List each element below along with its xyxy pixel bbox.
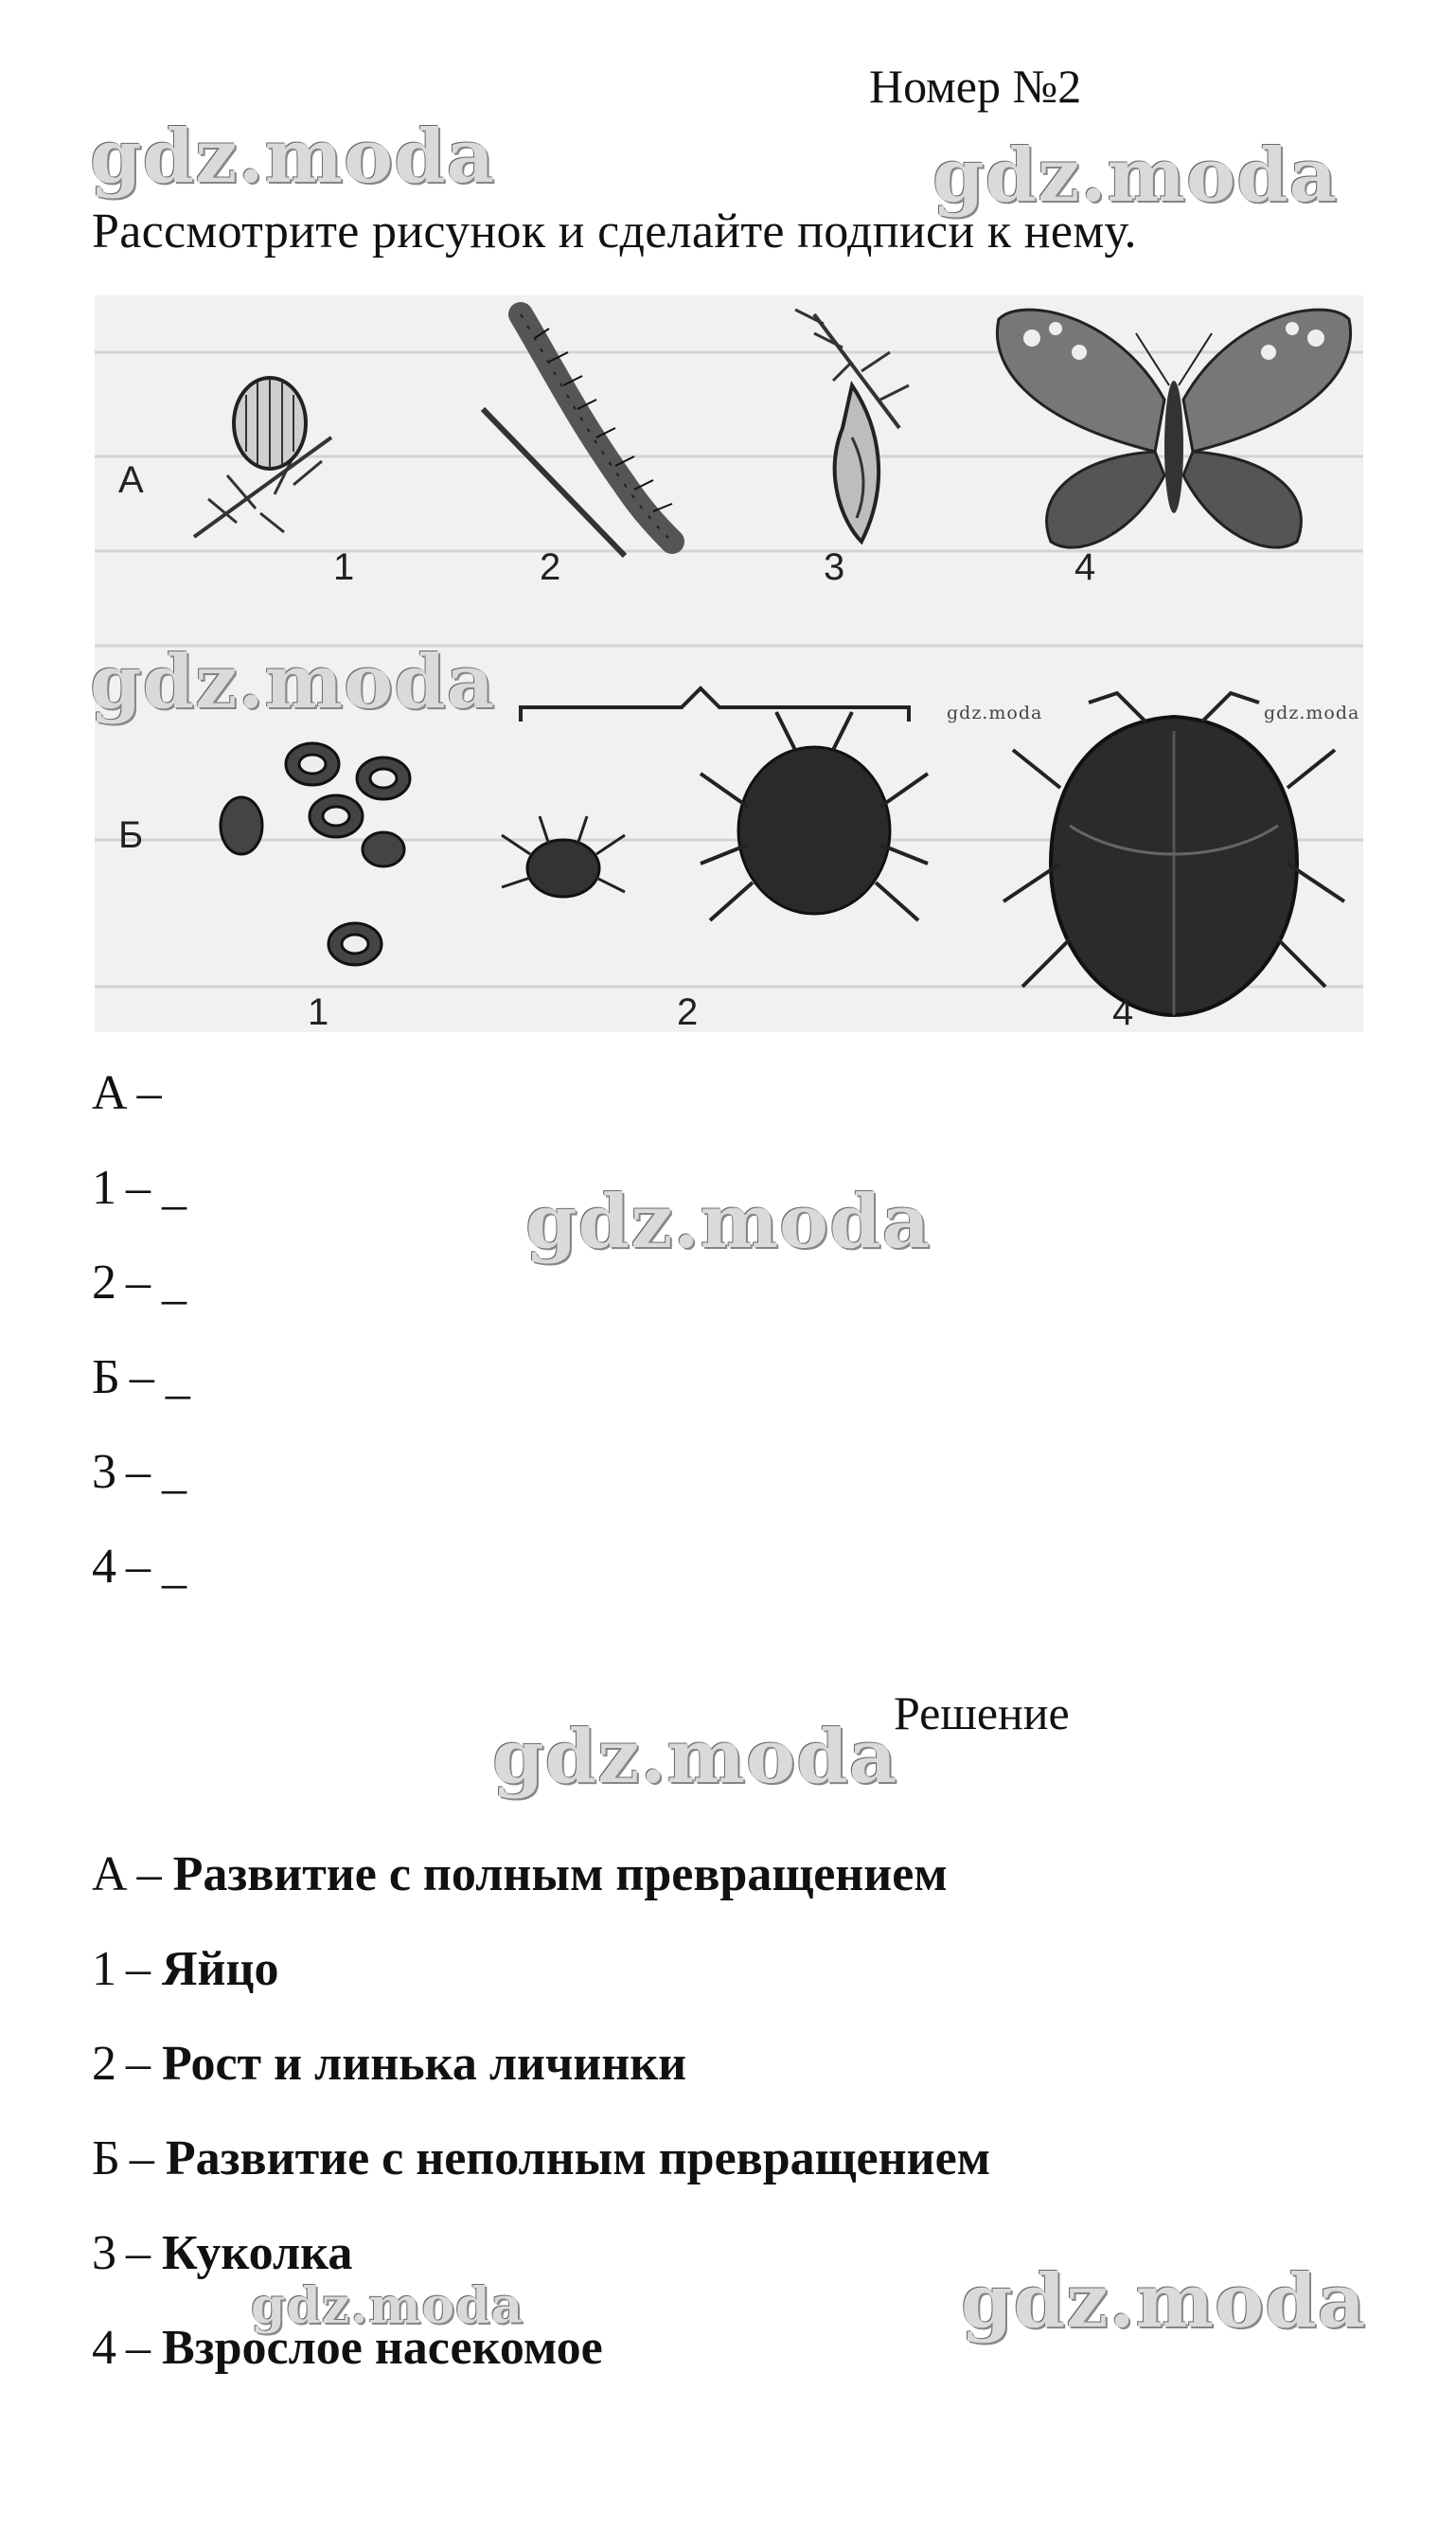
dash: – xyxy=(126,1445,151,1499)
answer-line xyxy=(92,2036,686,2092)
blank-value: _ xyxy=(162,1445,186,1499)
exercise-number: Номер №2 xyxy=(869,60,1082,113)
watermark: gdz.moda xyxy=(932,133,1339,219)
row-a-number: 1 xyxy=(333,546,355,588)
dash: – xyxy=(126,2037,151,2091)
answer-key: 3 xyxy=(92,2226,116,2280)
nymph-illustration xyxy=(502,712,928,920)
row-b-number: 4 xyxy=(1112,991,1134,1032)
answer-value: Куколка xyxy=(162,2226,353,2280)
watermark: gdz.moda xyxy=(525,1179,932,1265)
watermark: gdz.moda xyxy=(90,639,496,725)
watermark: gdz.moda xyxy=(1264,703,1360,723)
answer-key: А xyxy=(92,1847,128,1901)
dash: – xyxy=(126,1540,151,1594)
blank-key: 2 xyxy=(92,1256,116,1310)
eggs-illustration xyxy=(221,743,410,965)
row-b-number: 2 xyxy=(677,991,699,1032)
answer-key: 1 xyxy=(92,1942,116,1996)
dash: – xyxy=(129,2131,154,2185)
blank-line xyxy=(92,1444,186,1500)
watermark: gdz.moda xyxy=(251,2277,524,2335)
row-b-number: 1 xyxy=(308,991,329,1032)
blank-value: _ xyxy=(165,1350,190,1404)
butterfly-illustration xyxy=(997,310,1350,547)
caterpillar-illustration xyxy=(483,314,672,556)
row-a-number: 2 xyxy=(540,546,561,588)
dash: – xyxy=(136,1847,162,1901)
blank-line xyxy=(92,1255,186,1311)
dash: – xyxy=(126,1161,151,1215)
watermark: gdz.moda xyxy=(947,703,1043,723)
blank-key: 4 xyxy=(92,1540,116,1594)
watermark: gdz.moda xyxy=(90,114,496,200)
blank-key: А xyxy=(92,1066,128,1120)
blank-value: _ xyxy=(162,1256,186,1310)
watermark: gdz.moda xyxy=(492,1714,898,1800)
answer-key: 4 xyxy=(92,2321,116,2375)
blank-value: _ xyxy=(162,1161,186,1215)
dash: – xyxy=(136,1066,162,1120)
dash: – xyxy=(126,1942,151,1996)
answer-value: Взрослое насекомое xyxy=(162,2321,603,2375)
dash: – xyxy=(129,1350,154,1404)
row-b-label: Б xyxy=(118,814,144,856)
answer-key: Б xyxy=(92,2131,120,2185)
pupa-illustration xyxy=(795,310,909,542)
answer-line xyxy=(92,1941,278,1997)
answer-key: 2 xyxy=(92,2037,116,2091)
blank-line xyxy=(92,1160,186,1216)
answer-line xyxy=(92,1846,948,1902)
answer-value: Развитие с полным превращением xyxy=(172,1847,948,1901)
answer-value: Яйцо xyxy=(162,1942,279,1996)
answer-value: Развитие с неполным превращением xyxy=(165,2131,991,2185)
row-a-label: А xyxy=(118,459,144,501)
row-a-number: 3 xyxy=(824,546,845,588)
dash: – xyxy=(126,2226,151,2280)
blank-line xyxy=(92,1539,186,1595)
answer-line xyxy=(92,2225,352,2281)
blank-key: Б xyxy=(92,1350,120,1404)
blank-line xyxy=(92,1349,190,1405)
answer-value: Рост и линька личинки xyxy=(162,2037,687,2091)
blank-key: 3 xyxy=(92,1445,116,1499)
blank-line xyxy=(92,1065,173,1121)
blank-key: 1 xyxy=(92,1161,116,1215)
solution-heading: Решение xyxy=(894,1686,1070,1739)
row-a-number: 4 xyxy=(1074,546,1096,588)
blank-value: _ xyxy=(162,1540,186,1594)
watermark: gdz.moda xyxy=(961,2258,1367,2345)
dash: – xyxy=(126,1256,151,1310)
dash: – xyxy=(126,2321,151,2375)
answer-line xyxy=(92,2131,990,2186)
adult-bug-illustration xyxy=(1003,693,1344,1015)
task-text: Рассмотрите рисунок и сделайте подписи к нему. xyxy=(92,205,1137,259)
